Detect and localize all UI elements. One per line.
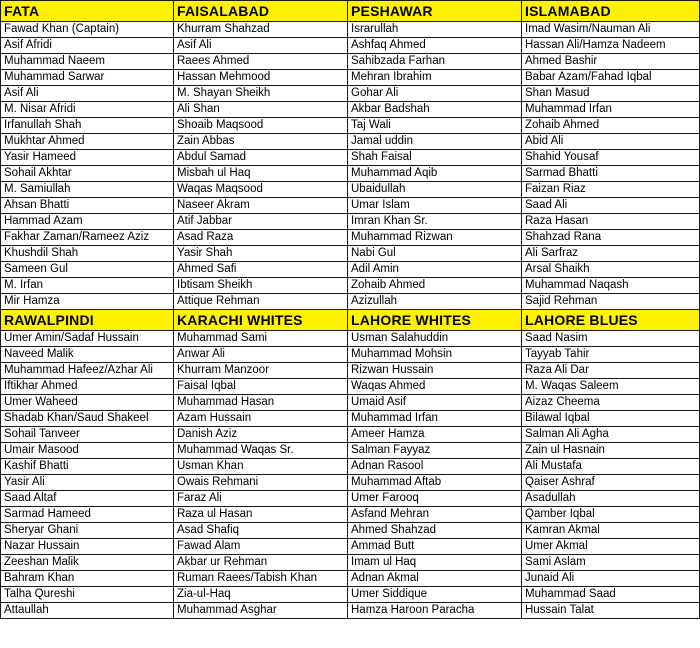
player-name-cell: Faisal Iqbal — [174, 379, 348, 395]
player-row — [1, 459, 700, 475]
player-name-cell: Yasir Shah — [174, 246, 348, 262]
team-name-header: KARACHI WHITES — [174, 310, 348, 331]
player-row — [1, 347, 700, 363]
player-name-cell: Owais Rehmani — [174, 475, 348, 491]
team-name-header: ISLAMABAD — [522, 1, 700, 22]
player-row — [1, 198, 700, 214]
player-name-cell: Muhammad Aqib — [348, 166, 522, 182]
player-name-cell: Adnan Akmal — [348, 571, 522, 587]
player-name-cell: Arsal Shaikh — [522, 262, 700, 278]
player-name-cell: Muhammad Sarwar — [1, 70, 174, 86]
player-name-cell: Junaid Ali — [522, 571, 700, 587]
player-name-cell: Ahmed Safi — [174, 262, 348, 278]
player-name-cell: Umar Islam — [348, 198, 522, 214]
player-name-cell: Imad Wasim/Nauman Ali — [522, 22, 700, 38]
player-name-cell: Khurram Shahzad — [174, 22, 348, 38]
player-name-cell: M. Shayan Sheikh — [174, 86, 348, 102]
player-name-cell: Sami Aslam — [522, 555, 700, 571]
player-name-cell: Sahibzada Farhan — [348, 54, 522, 70]
player-row — [1, 539, 700, 555]
player-row — [1, 38, 700, 54]
player-name-cell: Salman Fayyaz — [348, 443, 522, 459]
player-name-cell: Kamran Akmal — [522, 523, 700, 539]
player-name-cell: Asad Shafiq — [174, 523, 348, 539]
player-name-cell: Tayyab Tahir — [522, 347, 700, 363]
player-name-cell: Sheryar Ghani — [1, 523, 174, 539]
player-name-cell: Irfanullah Shah — [1, 118, 174, 134]
player-name-cell: Fawad Khan (Captain) — [1, 22, 174, 38]
player-name-cell: Zeeshan Malik — [1, 555, 174, 571]
player-name-cell: Umer Farooq — [348, 491, 522, 507]
player-name-cell: Zain ul Hasnain — [522, 443, 700, 459]
player-name-cell: Akbar Badshah — [348, 102, 522, 118]
player-name-cell: Fakhar Zaman/Rameez Aziz — [1, 230, 174, 246]
player-name-cell: Ali Sarfraz — [522, 246, 700, 262]
player-name-cell: Sajid Rehman — [522, 294, 700, 310]
player-name-cell: Shahzad Rana — [522, 230, 700, 246]
player-name-cell: Kashif Bhatti — [1, 459, 174, 475]
player-name-cell: Mukhtar Ahmed — [1, 134, 174, 150]
player-name-cell: Qaiser Ashraf — [522, 475, 700, 491]
player-name-cell: Khushdil Shah — [1, 246, 174, 262]
player-name-cell: Raza ul Hasan — [174, 507, 348, 523]
player-name-cell: Danish Aziz — [174, 427, 348, 443]
player-name-cell: Shan Masud — [522, 86, 700, 102]
player-row — [1, 22, 700, 38]
player-name-cell: Muhammad Rizwan — [348, 230, 522, 246]
player-name-cell: Azam Hussain — [174, 411, 348, 427]
player-row — [1, 523, 700, 539]
player-name-cell: Saad Ali — [522, 198, 700, 214]
player-name-cell: Shadab Khan/Saud Shakeel — [1, 411, 174, 427]
player-row — [1, 587, 700, 603]
player-row — [1, 166, 700, 182]
player-name-cell: Ruman Raees/Tabish Khan — [174, 571, 348, 587]
player-name-cell: Nabi Gul — [348, 246, 522, 262]
player-name-cell: Israrullah — [348, 22, 522, 38]
player-row — [1, 411, 700, 427]
player-name-cell: Abid Ali — [522, 134, 700, 150]
player-row — [1, 182, 700, 198]
player-row — [1, 150, 700, 166]
player-name-cell: Raees Ahmed — [174, 54, 348, 70]
player-name-cell: Zain Abbas — [174, 134, 348, 150]
team-name-header: RAWALPINDI — [1, 310, 174, 331]
player-row — [1, 118, 700, 134]
player-name-cell: Salman Ali Agha — [522, 427, 700, 443]
player-name-cell: M. Waqas Saleem — [522, 379, 700, 395]
player-name-cell: Naseer Akram — [174, 198, 348, 214]
player-name-cell: Waqas Maqsood — [174, 182, 348, 198]
player-name-cell: Muhammad Mohsin — [348, 347, 522, 363]
player-row — [1, 294, 700, 310]
player-name-cell: Asif Ali — [174, 38, 348, 54]
player-row — [1, 603, 700, 619]
player-name-cell: Saad Altaf — [1, 491, 174, 507]
player-name-cell: Jamal uddin — [348, 134, 522, 150]
player-name-cell: Asif Ali — [1, 86, 174, 102]
player-name-cell: Imam ul Haq — [348, 555, 522, 571]
player-name-cell: Nazar Hussain — [1, 539, 174, 555]
player-name-cell: Asif Afridi — [1, 38, 174, 54]
player-name-cell: Attaullah — [1, 603, 174, 619]
player-row — [1, 278, 700, 294]
player-name-cell: Ahmed Shahzad — [348, 523, 522, 539]
player-name-cell: Muhammad Saad — [522, 587, 700, 603]
player-name-cell: Qamber Iqbal — [522, 507, 700, 523]
player-name-cell: Babar Azam/Fahad Iqbal — [522, 70, 700, 86]
player-row — [1, 134, 700, 150]
player-name-cell: Yasir Hameed — [1, 150, 174, 166]
player-name-cell: Raza Hasan — [522, 214, 700, 230]
player-name-cell: Faraz Ali — [174, 491, 348, 507]
player-row — [1, 230, 700, 246]
player-name-cell: Abdul Samad — [174, 150, 348, 166]
player-name-cell: Ameer Hamza — [348, 427, 522, 443]
player-name-cell: Ashfaq Ahmed — [348, 38, 522, 54]
player-name-cell: M. Samiullah — [1, 182, 174, 198]
player-name-cell: Usman Khan — [174, 459, 348, 475]
player-name-cell: Adnan Rasool — [348, 459, 522, 475]
player-row — [1, 102, 700, 118]
player-row — [1, 427, 700, 443]
player-name-cell: Rizwan Hussain — [348, 363, 522, 379]
squads-table-body — [1, 1, 700, 619]
player-name-cell: Adil Amin — [348, 262, 522, 278]
player-name-cell: Ali Mustafa — [522, 459, 700, 475]
player-name-cell: Ubaidullah — [348, 182, 522, 198]
player-name-cell: Atif Jabbar — [174, 214, 348, 230]
player-name-cell: Hassan Mehmood — [174, 70, 348, 86]
player-row — [1, 246, 700, 262]
player-name-cell: Mir Hamza — [1, 294, 174, 310]
player-name-cell: Muhammad Naeem — [1, 54, 174, 70]
player-name-cell: Attique Rehman — [174, 294, 348, 310]
player-name-cell: Muhammad Irfan — [522, 102, 700, 118]
player-name-cell: Waqas Ahmed — [348, 379, 522, 395]
player-name-cell: Muhammad Asghar — [174, 603, 348, 619]
player-name-cell: Azizullah — [348, 294, 522, 310]
player-name-cell: Yasir Ali — [1, 475, 174, 491]
player-name-cell: Ibtisam Sheikh — [174, 278, 348, 294]
player-name-cell: Umer Siddique — [348, 587, 522, 603]
player-row — [1, 395, 700, 411]
team-header-row — [1, 310, 700, 331]
player-row — [1, 214, 700, 230]
player-name-cell: Muhammad Sami — [174, 331, 348, 347]
player-name-cell: Hassan Ali/Hamza Nadeem — [522, 38, 700, 54]
player-name-cell: Ahmed Bashir — [522, 54, 700, 70]
player-name-cell: Shah Faisal — [348, 150, 522, 166]
player-row — [1, 475, 700, 491]
team-name-header: PESHAWAR — [348, 1, 522, 22]
player-name-cell: Sarmad Hameed — [1, 507, 174, 523]
player-row — [1, 379, 700, 395]
player-row — [1, 331, 700, 347]
player-name-cell: Asad Raza — [174, 230, 348, 246]
player-name-cell: Bahram Khan — [1, 571, 174, 587]
player-name-cell: M. Irfan — [1, 278, 174, 294]
team-name-header: FAISALABAD — [174, 1, 348, 22]
player-name-cell: Sohail Tanveer — [1, 427, 174, 443]
player-name-cell: Ahsan Bhatti — [1, 198, 174, 214]
player-row — [1, 555, 700, 571]
player-row — [1, 86, 700, 102]
player-name-cell: M. Nisar Afridi — [1, 102, 174, 118]
player-row — [1, 491, 700, 507]
player-name-cell: Sohail Akhtar — [1, 166, 174, 182]
team-name-header: FATA — [1, 1, 174, 22]
player-name-cell: Saad Nasim — [522, 331, 700, 347]
player-name-cell: Raza Ali Dar — [522, 363, 700, 379]
player-name-cell: Anwar Ali — [174, 347, 348, 363]
player-name-cell: Imran Khan Sr. — [348, 214, 522, 230]
player-row — [1, 262, 700, 278]
player-name-cell: Talha Qureshi — [1, 587, 174, 603]
player-name-cell: Aizaz Cheema — [522, 395, 700, 411]
player-name-cell: Sameen Gul — [1, 262, 174, 278]
player-name-cell: Taj Wali — [348, 118, 522, 134]
player-name-cell: Umer Amin/Sadaf Hussain — [1, 331, 174, 347]
player-row — [1, 54, 700, 70]
player-name-cell: Zohaib Ahmed — [348, 278, 522, 294]
player-name-cell: Umair Masood — [1, 443, 174, 459]
player-name-cell: Hussain Talat — [522, 603, 700, 619]
player-name-cell: Fawad Alam — [174, 539, 348, 555]
player-name-cell: Asadullah — [522, 491, 700, 507]
player-name-cell: Akbar ur Rehman — [174, 555, 348, 571]
team-header-row — [1, 1, 700, 22]
player-name-cell: Muhammad Irfan — [348, 411, 522, 427]
player-name-cell: Shoaib Maqsood — [174, 118, 348, 134]
player-name-cell: Muhammad Waqas Sr. — [174, 443, 348, 459]
player-name-cell: Gohar Ali — [348, 86, 522, 102]
player-name-cell: Muhammad Naqash — [522, 278, 700, 294]
player-name-cell: Umer Akmal — [522, 539, 700, 555]
player-name-cell: Asfand Mehran — [348, 507, 522, 523]
player-name-cell: Zia-ul-Haq — [174, 587, 348, 603]
player-name-cell: Naveed Malik — [1, 347, 174, 363]
player-row — [1, 571, 700, 587]
player-name-cell: Usman Salahuddin — [348, 331, 522, 347]
player-name-cell: Muhammad Hafeez/Azhar Ali — [1, 363, 174, 379]
player-name-cell: Bilawal Iqbal — [522, 411, 700, 427]
player-name-cell: Zohaib Ahmed — [522, 118, 700, 134]
player-name-cell: Shahid Yousaf — [522, 150, 700, 166]
player-name-cell: Muhammad Aftab — [348, 475, 522, 491]
player-name-cell: Hamza Haroon Paracha — [348, 603, 522, 619]
player-row — [1, 443, 700, 459]
team-name-header: LAHORE BLUES — [522, 310, 700, 331]
player-name-cell: Faizan Riaz — [522, 182, 700, 198]
player-row — [1, 363, 700, 379]
team-name-header: LAHORE WHITES — [348, 310, 522, 331]
player-row — [1, 507, 700, 523]
player-name-cell: Hammad Azam — [1, 214, 174, 230]
player-name-cell: Mehran Ibrahim — [348, 70, 522, 86]
player-name-cell: Ali Shan — [174, 102, 348, 118]
player-name-cell: Muhammad Hasan — [174, 395, 348, 411]
player-name-cell: Umaid Asif — [348, 395, 522, 411]
player-row — [1, 70, 700, 86]
player-name-cell: Ammad Butt — [348, 539, 522, 555]
player-name-cell: Iftikhar Ahmed — [1, 379, 174, 395]
player-name-cell: Umer Waheed — [1, 395, 174, 411]
player-name-cell: Misbah ul Haq — [174, 166, 348, 182]
player-name-cell: Sarmad Bhatti — [522, 166, 700, 182]
player-name-cell: Khurram Manzoor — [174, 363, 348, 379]
